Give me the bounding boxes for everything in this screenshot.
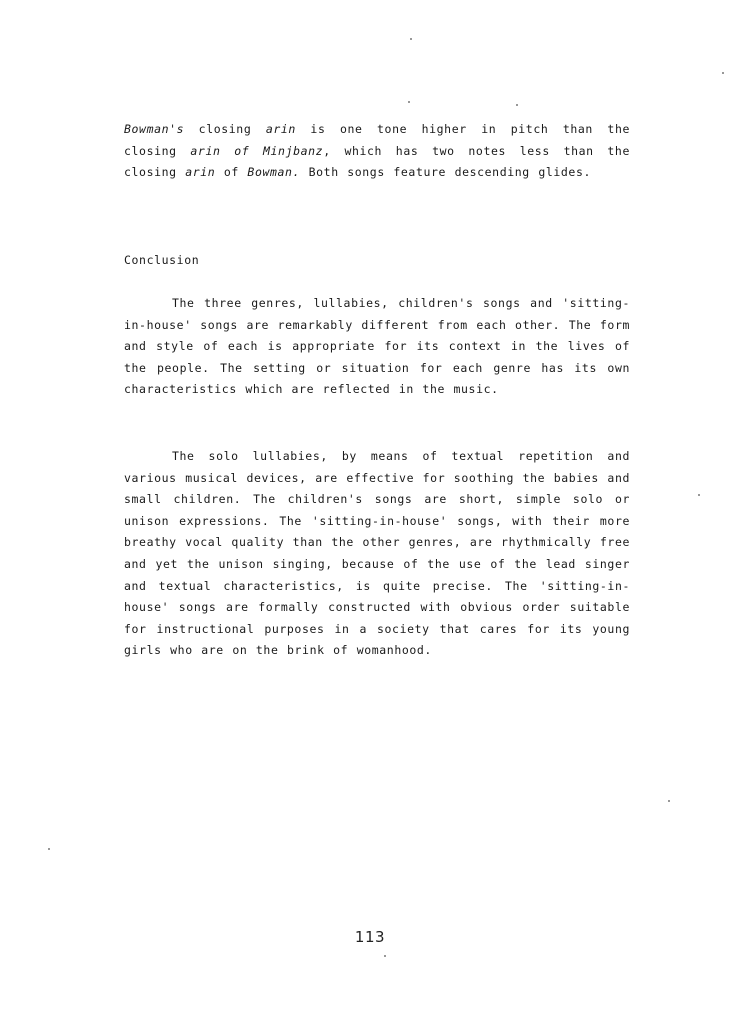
paragraph-text: The three genres, lullabies, children's songs and 'sitting-in-house' songs are remarkably different from each other. The form and style of each is appropriate for its context in the lives of the people. The setting or situation for each genre has its own characteristics which are reflected in the music. bbox=[124, 296, 630, 397]
text-run: closing bbox=[184, 122, 266, 136]
italic-arin: arin bbox=[185, 165, 216, 180]
page-number: 113 bbox=[354, 928, 386, 946]
italic-arin: arin bbox=[265, 122, 296, 136]
italic-arin-minjbanz: arin of Minjbanz bbox=[190, 143, 324, 158]
scan-speck bbox=[410, 38, 412, 40]
scan-speck bbox=[722, 72, 724, 74]
paragraph-arin-comparison bbox=[124, 119, 630, 184]
text-run: , which has two notes less than the closing bbox=[124, 143, 630, 180]
scan-speck bbox=[48, 848, 50, 850]
text-run: is one tone higher in pitch than the closing bbox=[124, 122, 631, 158]
text-run: of bbox=[215, 165, 248, 180]
paragraph-lullabies bbox=[124, 446, 630, 662]
text-run: Both songs feature descending glides. bbox=[300, 165, 591, 180]
scan-speck bbox=[698, 494, 700, 496]
paragraph-genres bbox=[124, 293, 630, 401]
scan-speck bbox=[408, 101, 410, 103]
section-heading-conclusion: Conclusion bbox=[124, 253, 200, 267]
italic-bowman: Bowman's bbox=[124, 122, 185, 136]
paragraph-text bbox=[124, 119, 630, 184]
paragraph-text: The solo lullabies, by means of textual repetition and various musical devices, are effective for soothing the babies and small children. The children's songs are short, simple solo or unison expressions. The 'sitting-in-house' songs, with their more breathy vocal quality than the other genres, are rhythmically free and yet the unison singing, because of the use of the lead singer and textual characteristics, is quite precise. The 'sitting-in-house' songs are formally constructed with obvious order suitable for instructional purposes in a society that cares for its young girls who are on the brink of womanhood. bbox=[124, 449, 630, 658]
italic-bowman: Bowman. bbox=[247, 165, 301, 180]
scan-speck bbox=[384, 955, 386, 957]
scan-speck bbox=[668, 800, 670, 802]
scan-speck bbox=[516, 104, 518, 106]
